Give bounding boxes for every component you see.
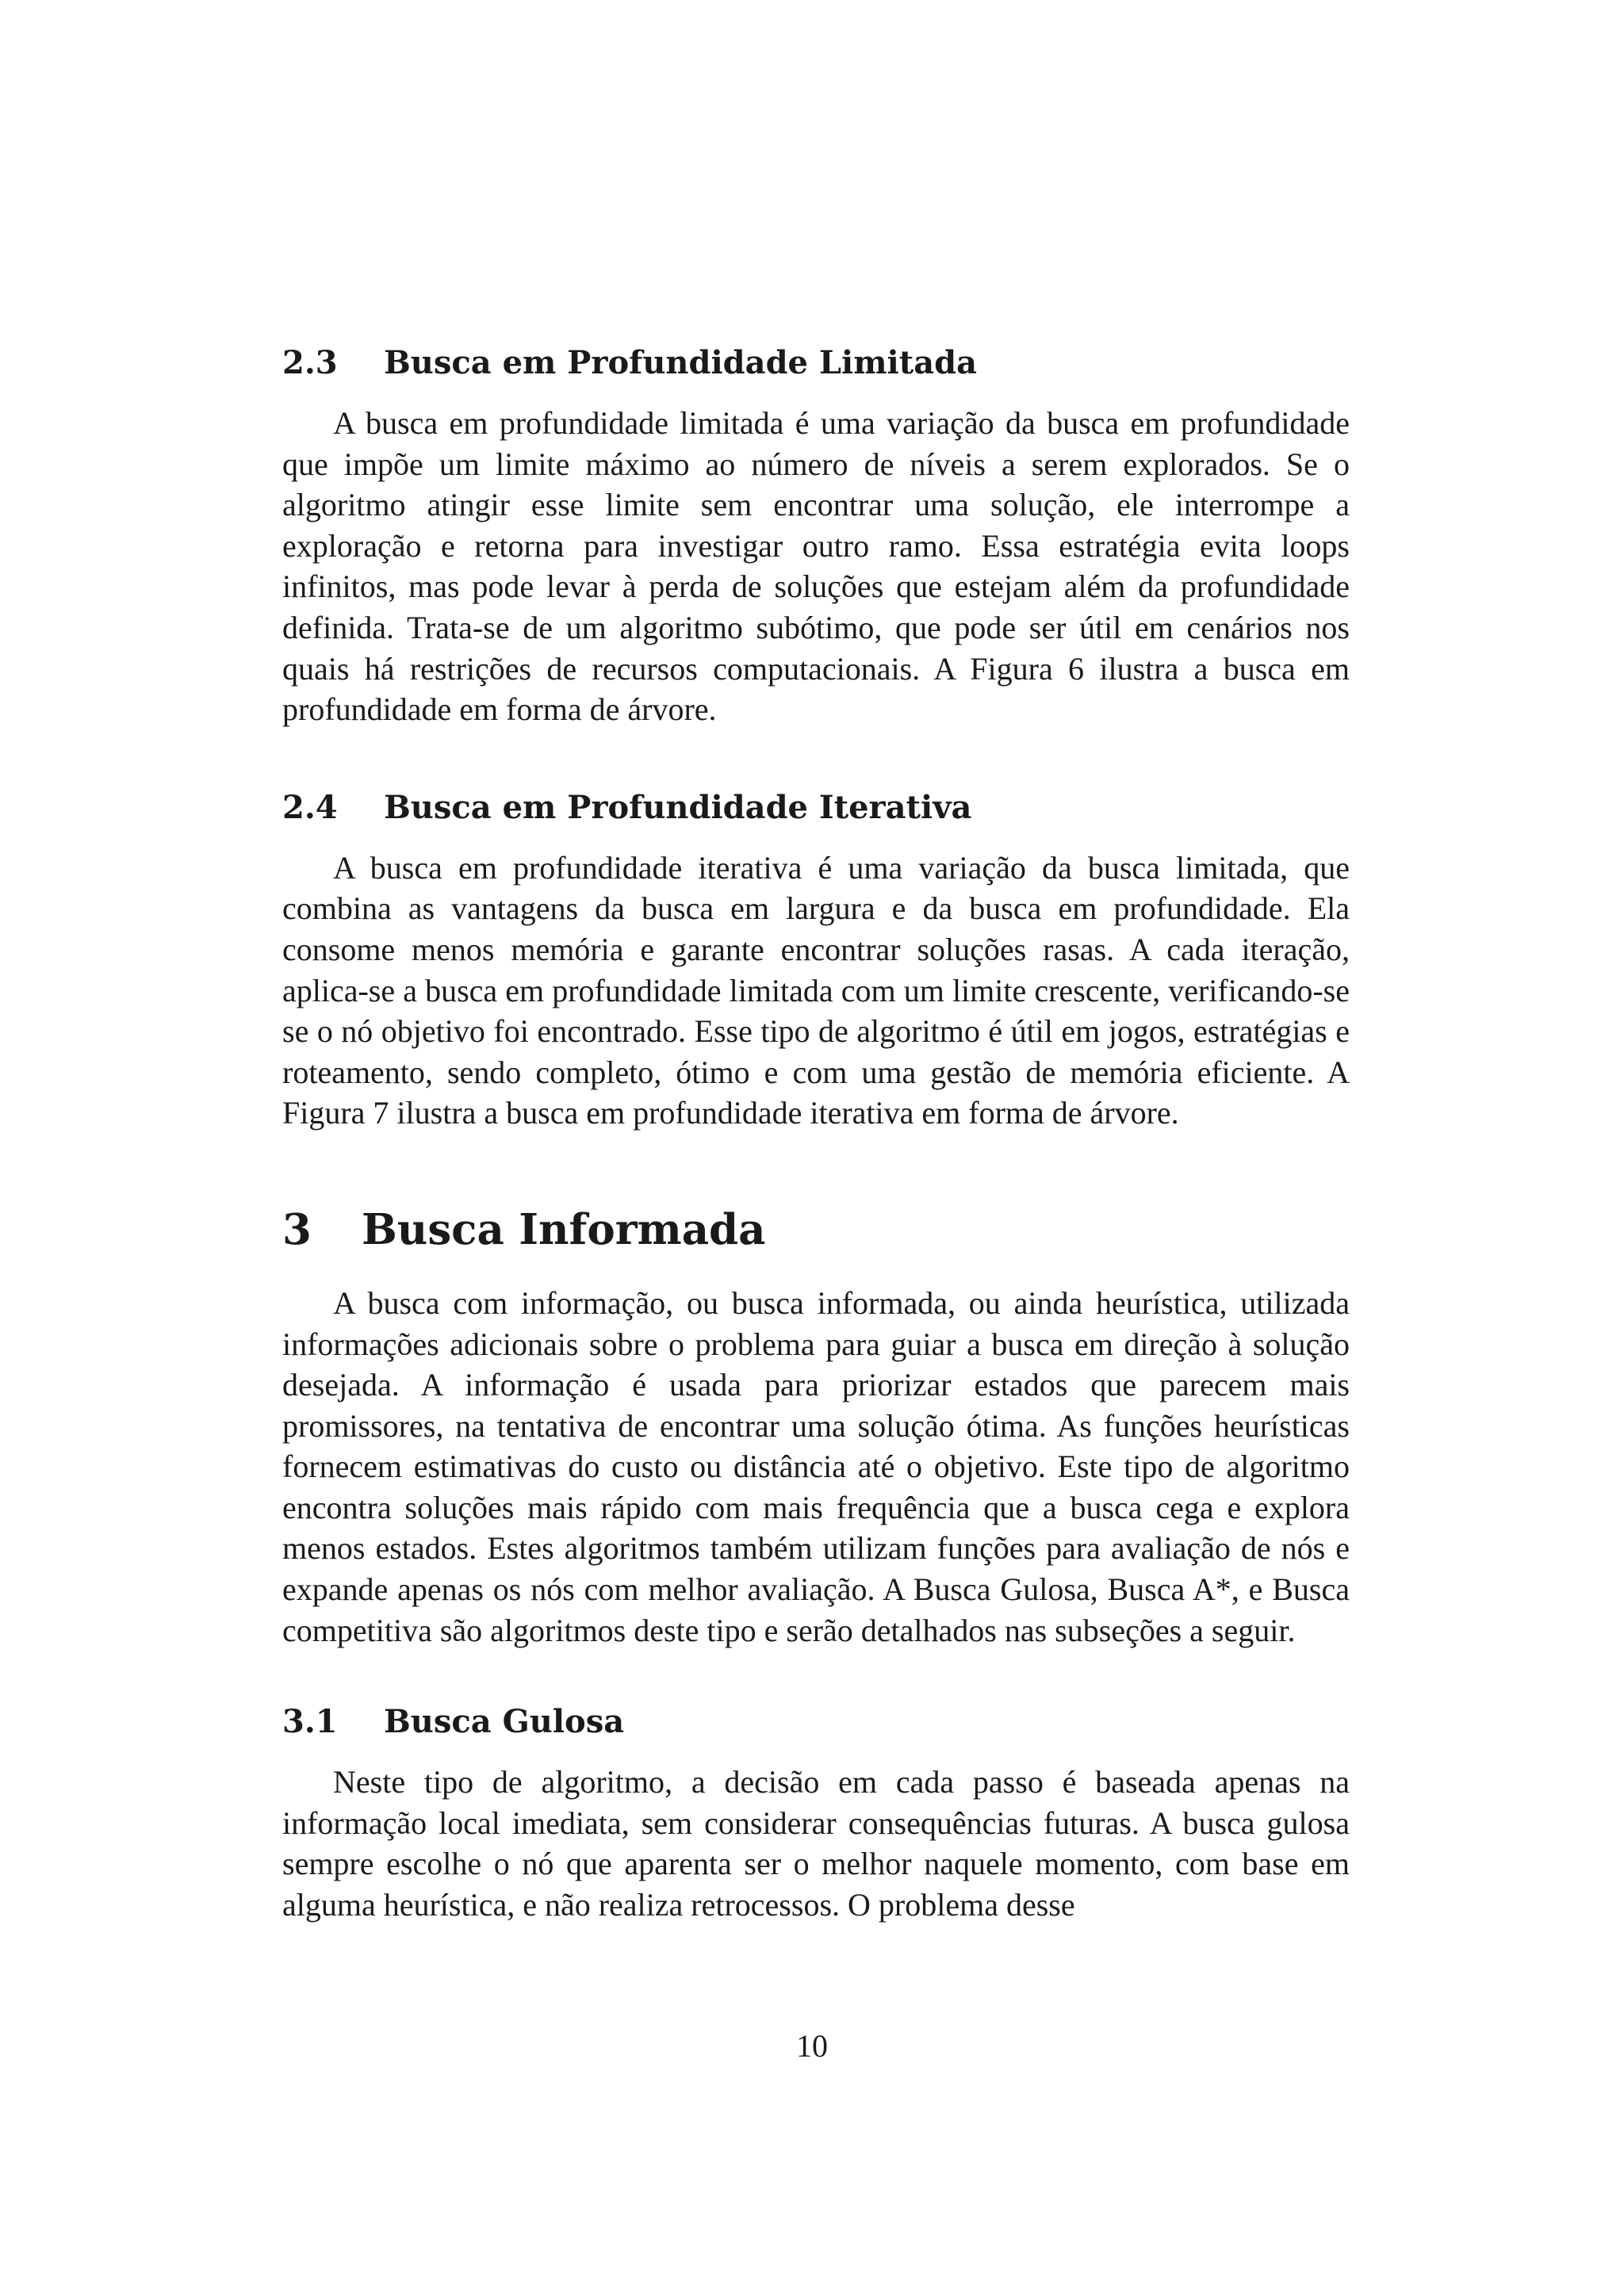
heading-3 bbox=[282, 1200, 1350, 1259]
heading-number: 3 bbox=[282, 1204, 312, 1254]
heading-number: 3.1 bbox=[282, 1703, 338, 1741]
heading-2-3 bbox=[282, 341, 1350, 385]
heading-title: Busca em Profundidade Iterativa bbox=[384, 788, 972, 826]
paragraph-3-1: Neste tipo de algoritmo, a decisão em cada passo é baseada apenas na informação local imediata, sem considerar consequências futuras. A busca gulosa sempre escolhe o nó que aparenta ser o melhor naquele momento, com base em alguma heurística, e não realiza retrocessos. O problema desse bbox=[282, 1764, 1350, 1923]
paragraph-2-4: A busca em profundidade iterativa é uma variação da busca limitada, que combina as vantagens da busca em largura e da busca em profundidade. Ela consome menos memória e garante encontrar soluções rasas. A cada iteração, aplica-se a busca em profundidade limitada com um limite crescente, verificando-se se o nó objetivo foi encontrado. Esse tipo de algoritmo é útil em jogos, estratégias e roteamento, sendo completo, ótimo e com uma gestão de memória eficiente. A Figura 7 ilustra a busca em profundidade iterativa em forma de árvore. bbox=[282, 849, 1350, 1131]
paragraph-2-3: A busca em profundidade limitada é uma variação da busca em profundidade que impõe um limite máximo ao número de níveis a serem explorados. Se o algoritmo atingir esse limite sem encontrar uma solução, ele interrompe a exploração e retorna para investigar outro ramo. Essa estratégia evita loops infinitos, mas pode levar à perda de soluções que estejam além da profundidade definida. Trata-se de um algoritmo subótimo, que pode ser útil em cenários nos quais há restrições de recursos computacionais. A Figura 6 ilustra a busca em profundidade em forma de árvore. bbox=[282, 405, 1350, 728]
heading-number: 2.3 bbox=[282, 344, 338, 381]
heading-2-4 bbox=[282, 786, 1350, 830]
heading-number: 2.4 bbox=[282, 788, 338, 826]
page-number: 10 bbox=[796, 2028, 828, 2064]
heading-title: Busca Informada bbox=[362, 1204, 766, 1254]
page-body bbox=[282, 341, 1350, 1926]
paragraph-3: A busca com informação, ou busca informada, ou ainda heurística, utilizada informações adicionais sobre o problema para guiar a busca em direção à solução desejada. A informação é usada para priorizar estados que parecem mais promissores, na tentativa de encontrar uma solução ótima. As funções heurísticas fornecem estimativas do custo ou distância até o objetivo. Este tipo de algoritmo encontra soluções mais rápido com mais frequência que a busca cega e explora menos estados. Estes algoritmos também utilizam funções para avaliação de nós e expande apenas os nós com melhor avaliação. A Busca Gulosa, Busca A*, e Busca competitiva são algoritmos deste tipo e serão detalhados nas subseções a seguir. bbox=[282, 1284, 1350, 1648]
heading-3-1 bbox=[282, 1700, 1350, 1744]
heading-title: Busca em Profundidade Limitada bbox=[384, 344, 978, 381]
heading-title: Busca Gulosa bbox=[384, 1703, 625, 1741]
